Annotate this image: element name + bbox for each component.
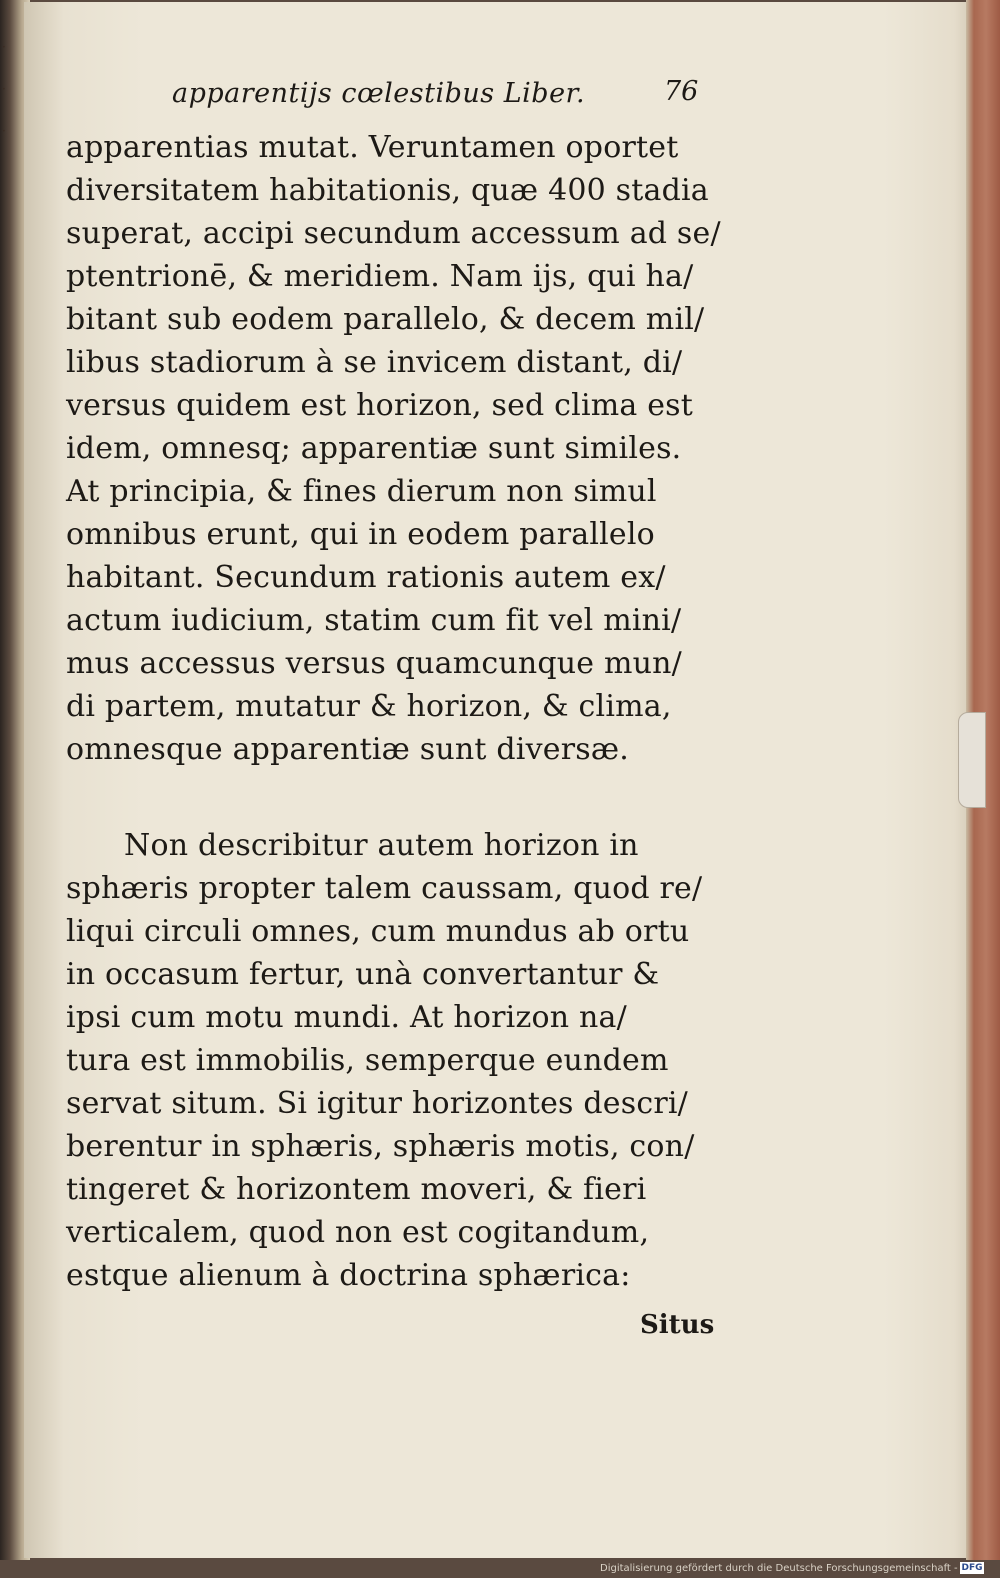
margin-mark: · xyxy=(2,82,6,96)
text-line: sphæris propter talem caussam, quod re/ xyxy=(66,871,703,906)
text-line: superat, accipi secundum accessum ad se/ xyxy=(66,216,721,251)
margin-mark: · xyxy=(2,40,6,54)
text-line: di partem, mutatur & horizon, & clima, xyxy=(66,689,672,724)
text-line: libus stadiorum à se invicem distant, di/ xyxy=(66,345,683,380)
text-line: omnesque apparentiæ sunt diversæ. xyxy=(66,732,629,767)
text-line: diversitatem habitationis, quæ 400 stadia xyxy=(66,173,709,208)
text-line: habitant. Secundum rationis autem ex/ xyxy=(66,560,666,595)
text-line: berentur in sphæris, sphæris motis, con/ xyxy=(66,1129,695,1164)
text-line: tingeret & horizontem moveri, & fieri xyxy=(66,1172,647,1207)
text-line: idem, omnesq; apparentiæ sunt similes. xyxy=(66,431,682,466)
text-line: ptentrionē, & meridiem. Nam ijs, qui ha/ xyxy=(66,259,694,294)
text-line: verticalem, quod non est cogitandum, xyxy=(66,1215,650,1250)
text-line: Non describitur autem horizon in xyxy=(124,828,639,863)
text-line: ipsi cum motu mundi. At horizon na/ xyxy=(66,1000,627,1035)
text-line: At principia, & fines dierum non simul xyxy=(66,474,657,509)
page-number: 76 xyxy=(664,76,699,107)
text-line: actum iudicium, statim cum fit vel mini/ xyxy=(66,603,682,638)
text-line: servat situm. Si igitur horizontes descri/ xyxy=(66,1086,688,1121)
running-head: apparentijs cœlestibus Liber. xyxy=(172,78,586,109)
text-line: mus accessus versus quamcunque mun/ xyxy=(66,646,682,681)
text-line: in occasum fertur, unà convertantur & xyxy=(66,957,660,992)
text-line: tura est immobilis, semperque eundem xyxy=(66,1043,669,1078)
text-line: liqui circuli omnes, cum mundus ab ortu xyxy=(66,914,690,949)
text-line: estque alienum à doctrina sphærica: xyxy=(66,1258,631,1293)
text-line: apparentias mutat. Veruntamen oportet xyxy=(66,130,679,165)
text-line: versus quidem est horizon, sed clima est xyxy=(66,388,694,423)
margin-mark: · xyxy=(2,124,6,138)
dfg-logo: DFG xyxy=(961,1563,983,1573)
digitization-credit: Digitalisierung gefördert durch die Deutsche Forschungsgemeinschaft - xyxy=(600,1563,958,1574)
catchword: Situs xyxy=(640,1310,715,1340)
text-line: omnibus erunt, qui in eodem parallelo xyxy=(66,517,655,552)
text-line: bitant sub eodem parallelo, & decem mil/ xyxy=(66,302,705,337)
